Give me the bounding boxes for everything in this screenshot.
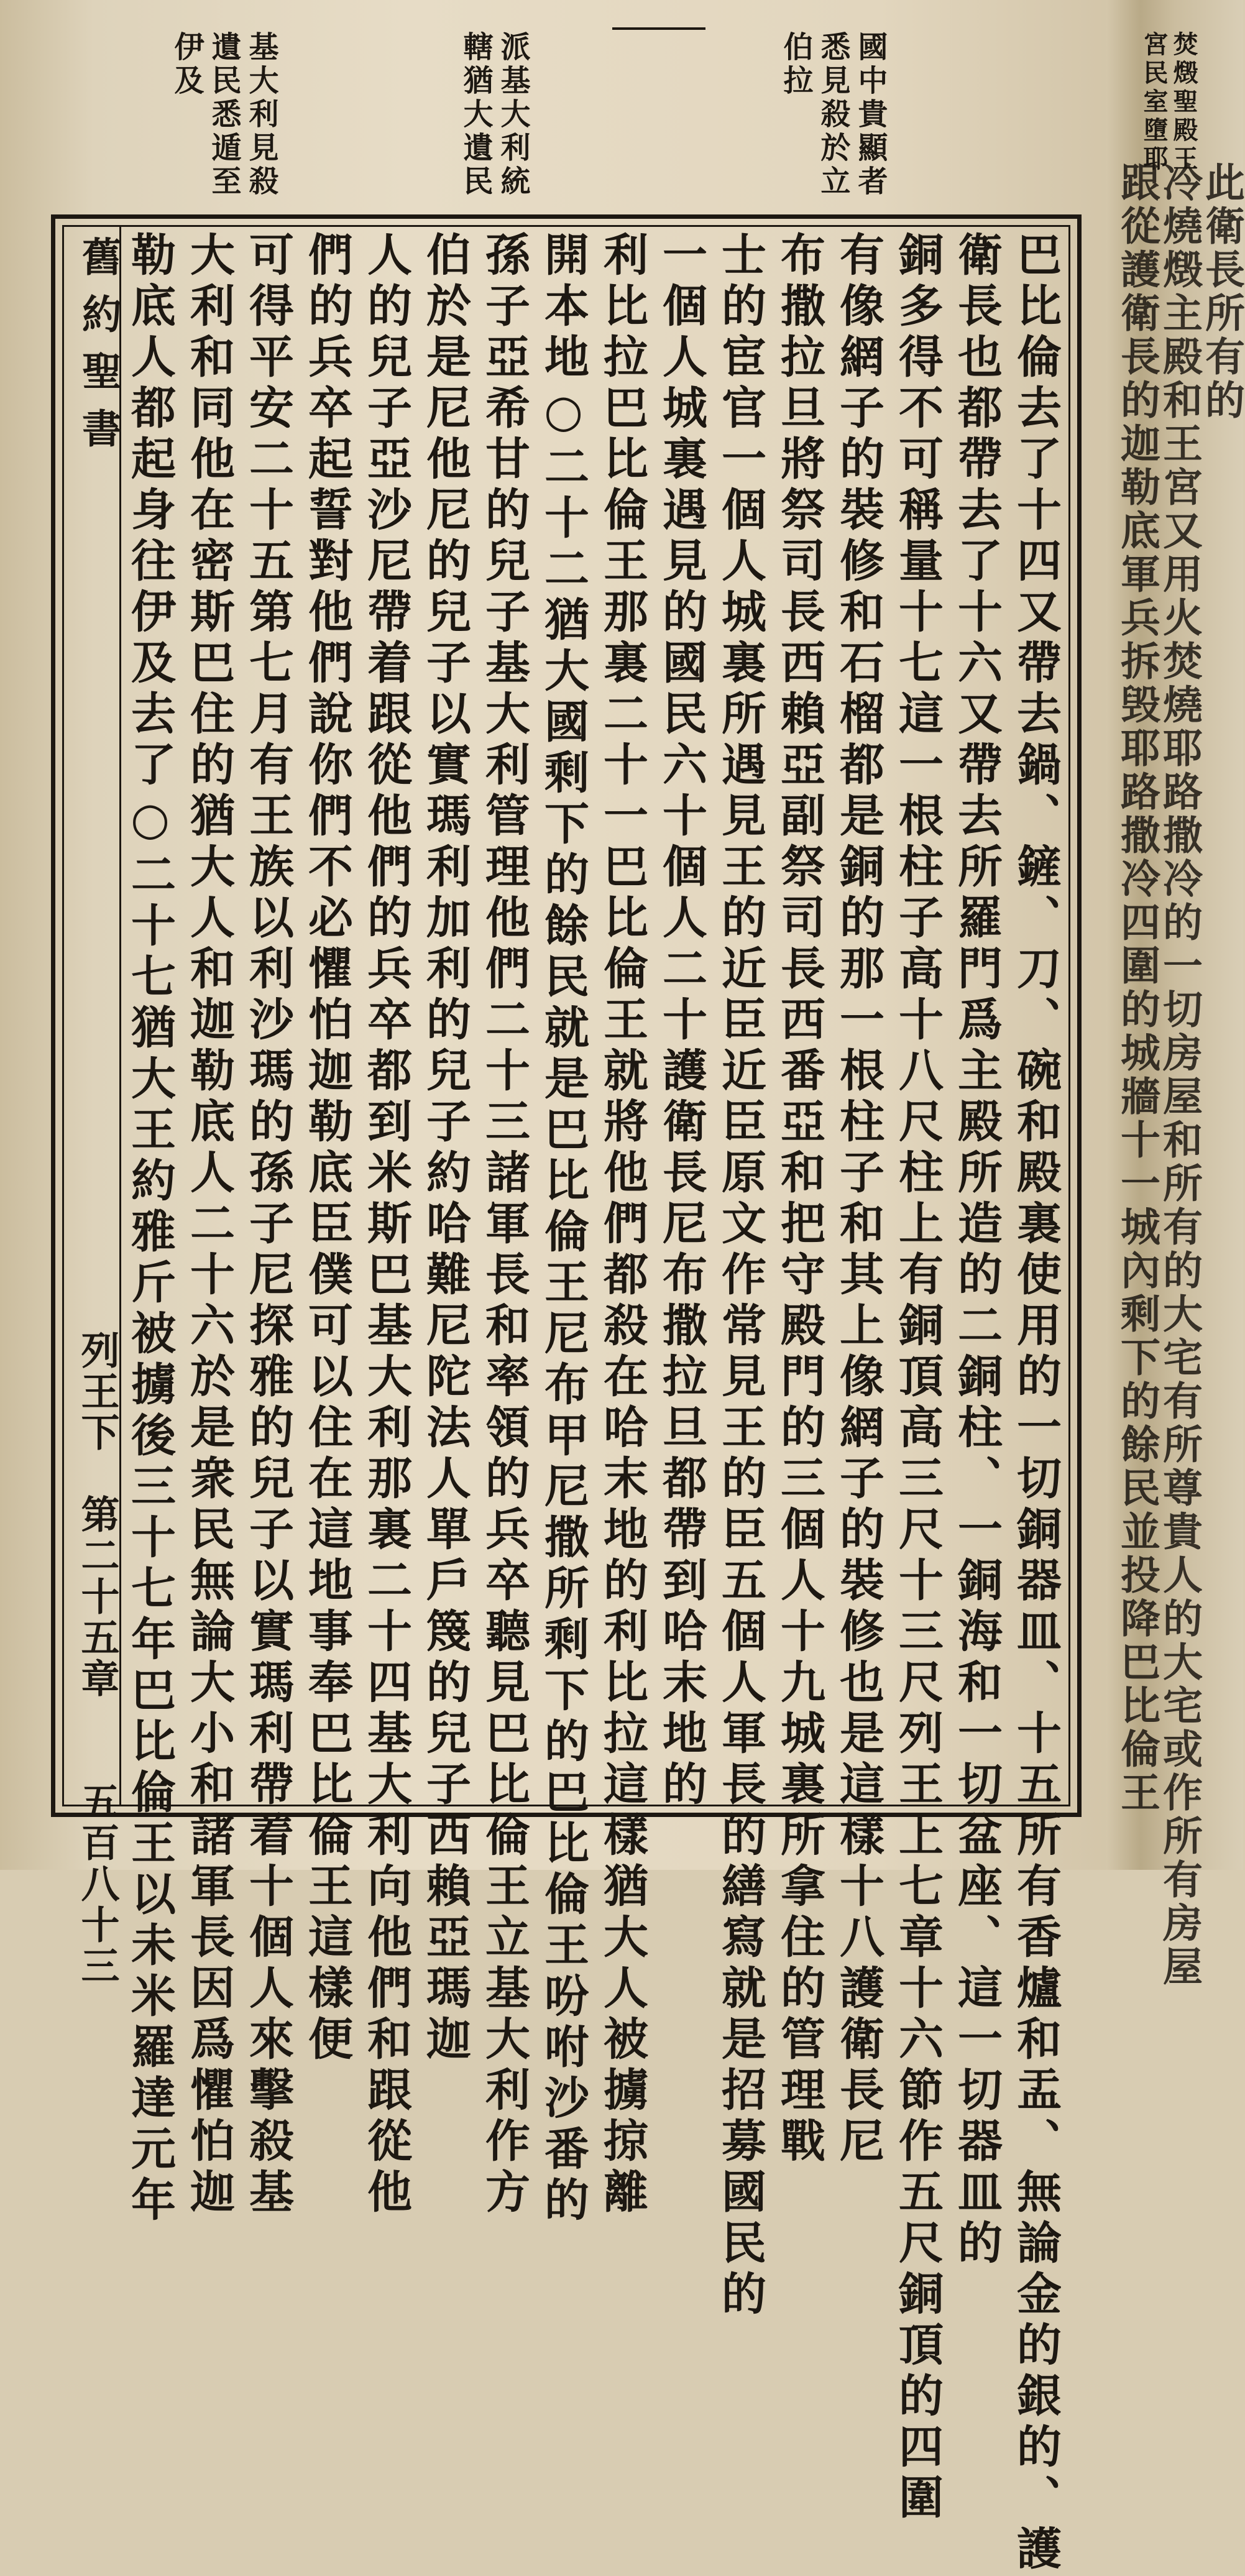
text-column-3: 銅多得不可稱量十七這一根柱子高十八尺柱上有銅頂高三尺十三尺列王上七章十六節作五尺銅頂的四圍 [891,231,944,2525]
text-column-15: 大利和同他在密斯巴住的猶大人和迦勒底人二十六於是衆民無論大小和諸軍長因爲懼怕迦 [183,231,236,2219]
adjacent-page-column: 冷燒燬主殿和王宮又用火焚燒耶路撒冷的一切房屋和所有的大宅有所尊貴人的大宅或作所有房屋 [1156,162,1203,1989]
text-column-7: 一個人城裏遇見的國民六十個人二十護衛長尼布撒拉旦都帶到哈末地的 [655,231,708,1811]
book-section: 列王下 第二十五章 [75,1330,120,1700]
page-number: 五百八十三 [75,1782,120,1987]
margin-note-2: 派基大利統 轄猶大遺民 [458,31,530,199]
page-spacer [75,1700,120,1782]
text-column-5: 布撒拉旦將祭司長西賴亞副祭司長西番亞和把守殿門的三個人十九城裏所拿住的管理戰 [773,231,826,2168]
book-title: 舊約聖書 [75,236,122,465]
margin-note-3: 基大利見殺 遺民悉遁至 伊及 [169,31,278,199]
adjacent-margin-note-line: 焚燬聖殿王 [1169,30,1198,174]
text-column-2: 衛長也都帶去了十六又帶去所羅門爲主殿所造的二銅柱、一銅海和一切盆座、這一切器皿的 [950,231,1003,2270]
text-column-8: 利比拉巴比倫王那裏二十一巴比倫王就將他們都殺在哈末地的利比拉這樣猶大人被擄掠離 [596,231,649,2219]
text-column-10: 孫子亞希甘的兒子基大利管理他們二十三諸軍長和率領的兵卒聽見巴比倫王立基大利作方 [478,231,531,2219]
text-column-1: 巴比倫去了十四又帶去鍋、鏟、刀、碗和殿裏使用的一切銅器皿、十五所有香爐和盂、無論金的銀的、護 [1009,231,1062,2576]
text-column-11: 伯於是尼他尼的兒子以實瑪利加利的兒子約哈難尼陀法人單戶篾的兒子西賴亞瑪迦 [419,231,472,2066]
text-column-6: 士的宦官一個人城裏所遇見王的近臣近臣原文作常見王的臣五個人軍長的繕寫就是招募國民的 [714,231,767,2321]
text-column-4: 有像網子的裝修和石榴都是銅的那一根柱子和其上像網子的裝修也是這樣十八護衛長尼 [832,231,885,2168]
text-column-12: 人的兒子亞沙尼帶着跟從他們的兵卒都到米斯巴基大利那裏二十四基大利向他們和跟從他 [360,231,413,2219]
adjacent-margin-note [1139,6,1198,174]
text-column-9: 開本地○二十二猶大國剩下的餘民就是巴比倫王尼布甲尼撒所剩下的巴比倫王吩咐沙番的 [537,231,590,2227]
adjacent-page-column: 跟從護衛長的迦勒底軍兵拆毁耶路撒冷四圍的城牆十一城內剩下的餘民並投降巴比倫王 [1114,162,1160,1815]
chapter-and-page [70,1330,125,1987]
adjacent-margin-note-line: 宮民室墮耶 [1139,30,1169,174]
text-column-14: 可得平安二十五第七月有王族以利沙瑪的孫子尼探雅的兒子以實瑪利帶着十個人來擊殺基 [242,231,295,2219]
adjacent-page-column: 此衛長所有的 [1198,162,1245,423]
text-column-13: 們的兵卒起誓對他們說你們不必懼怕迦勒底臣僕可以住在這地事奉巴比倫王這樣便 [301,231,354,2066]
text-column-16: 勒底人都起身往伊及去了○二十七猶大王約雅斤被擄後三十七年巴比倫王以未米羅達元年 [124,231,177,2227]
header-rule [612,27,705,30]
adjacent-page-fragment [1114,162,1245,1989]
margin-note-1: 國中貴顯者 悉見殺於立 伯拉 [778,31,888,199]
